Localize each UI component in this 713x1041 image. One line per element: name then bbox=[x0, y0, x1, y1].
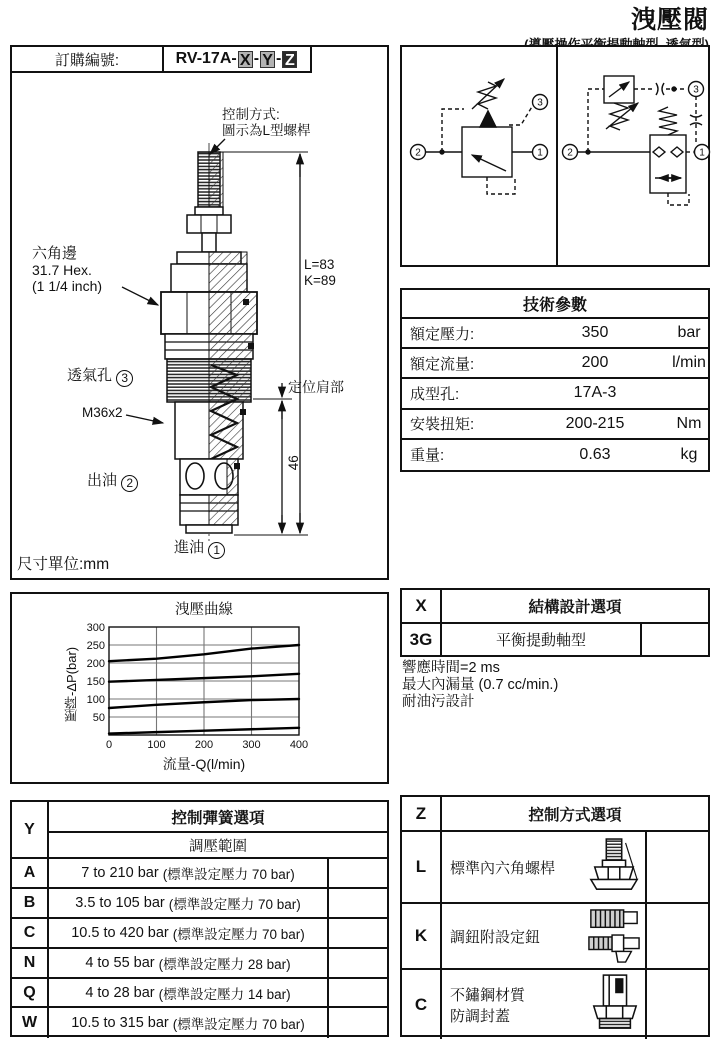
tech-label: 安裝扭矩: bbox=[410, 416, 475, 434]
hex-label-line2: 31.7 Hex. bbox=[32, 262, 92, 279]
y-row-desc bbox=[49, 859, 329, 889]
tech-unit: kg bbox=[680, 445, 698, 463]
y-std: (標準設定壓力 14 bar) bbox=[158, 986, 291, 1002]
simplified-symbol-diagram bbox=[402, 47, 556, 265]
control-type-label bbox=[222, 107, 311, 138]
tech-unit: l/min bbox=[672, 354, 706, 372]
hex-screw-icon bbox=[587, 836, 641, 898]
z-row-empty-cell bbox=[647, 832, 708, 904]
z-row-empty-cell bbox=[647, 904, 708, 970]
svg-text:300: 300 bbox=[86, 622, 105, 634]
table-row bbox=[402, 440, 708, 470]
tech-unit: Nm bbox=[676, 414, 702, 432]
z-row-label-line2: 防調封蓋 bbox=[450, 1007, 511, 1025]
simple-port-3: 3 bbox=[537, 97, 543, 109]
control-type-line1: 控制方式: bbox=[222, 107, 280, 122]
port-1-circle: 1 bbox=[208, 542, 225, 559]
y-row-code: A bbox=[12, 859, 49, 889]
z-row-code: K bbox=[402, 904, 442, 970]
vent-port-label bbox=[67, 367, 133, 387]
y-row-code: N bbox=[12, 949, 49, 979]
detail-port-1: 1 bbox=[699, 147, 705, 159]
tech-label: 成型孔: bbox=[410, 385, 460, 403]
inlet-port-label bbox=[174, 539, 225, 559]
detail-port-3: 3 bbox=[693, 84, 699, 96]
z-row-label bbox=[450, 984, 525, 1026]
x-row-empty-cell bbox=[642, 624, 708, 655]
z-row-desc bbox=[442, 832, 647, 904]
z-row-label: 調鈕附設定鈕 bbox=[450, 928, 541, 946]
y-std: (標準設定壓力 70 bar) bbox=[172, 1017, 305, 1033]
page-title: 洩壓閥 bbox=[630, 6, 709, 34]
y-row-desc bbox=[49, 1008, 329, 1038]
y-range: 3.5 to 105 bar bbox=[75, 894, 165, 911]
y-row-code: C bbox=[12, 919, 49, 949]
y-row-empty-cell bbox=[329, 949, 387, 979]
tech-value: 0.63 bbox=[579, 445, 611, 463]
svg-text:100: 100 bbox=[86, 694, 105, 706]
z-row-label: 標準內六角螺桿 bbox=[450, 859, 556, 877]
z-code-cell: Z bbox=[402, 797, 442, 832]
note-line: 響應時間=2 ms bbox=[402, 660, 500, 676]
vent-label-text: 透氣孔 bbox=[67, 367, 113, 384]
tech-label: 重量: bbox=[410, 447, 445, 465]
note-line: 最大內漏量 (0.7 cc/min.) bbox=[402, 677, 559, 693]
table-row bbox=[402, 379, 708, 409]
spring-option-table bbox=[10, 800, 389, 1037]
hex-label-line1: 六角邊 bbox=[32, 245, 78, 262]
tech-value: 200 bbox=[581, 354, 609, 372]
inlet-label-text: 進油 bbox=[174, 539, 205, 556]
port-3-circle: 3 bbox=[116, 370, 133, 387]
order-code-x: X bbox=[238, 51, 253, 68]
table-row bbox=[402, 349, 708, 379]
y-row-desc bbox=[49, 979, 329, 1009]
y-range: 4 to 28 bar bbox=[85, 984, 155, 1001]
y-row-desc bbox=[49, 889, 329, 919]
svg-text:200: 200 bbox=[86, 658, 105, 670]
tech-params-table bbox=[400, 288, 710, 472]
y-std: (標準設定壓力 70 bar) bbox=[172, 926, 305, 942]
dim-46-value: 46 bbox=[285, 455, 301, 471]
y-row-empty-cell bbox=[329, 889, 387, 919]
simple-port-2: 2 bbox=[415, 147, 421, 159]
outlet-port-label bbox=[87, 472, 138, 492]
y-range: 7 to 210 bar bbox=[81, 864, 159, 881]
unit-note: 尺寸單位:mm bbox=[17, 556, 110, 573]
order-number-code bbox=[164, 47, 312, 73]
y-row-desc bbox=[49, 919, 329, 949]
port-2-circle: 2 bbox=[121, 475, 138, 492]
y-row-empty-cell bbox=[329, 859, 387, 889]
tech-value: 200-215 bbox=[565, 414, 625, 432]
order-code-sep1: - bbox=[253, 50, 260, 67]
z-table-title: 控制方式選項 bbox=[442, 797, 708, 832]
hex-label-line3: (1 1/4 inch) bbox=[32, 278, 103, 295]
y-std: (標準設定壓力 70 bar) bbox=[162, 866, 295, 882]
svg-text:300: 300 bbox=[242, 739, 261, 751]
z-row-desc bbox=[442, 904, 647, 970]
y-row-empty-cell bbox=[329, 1008, 387, 1038]
thread-spec-label: M36x2 bbox=[82, 405, 123, 420]
x-table-title: 結構設計選項 bbox=[528, 599, 622, 616]
tech-label: 額定壓力: bbox=[410, 325, 475, 343]
z-row-code: C bbox=[402, 970, 442, 1039]
table-row bbox=[402, 410, 708, 440]
y-row-code: W bbox=[12, 1008, 49, 1038]
z-row-label-line1: 不鏽鋼材質 bbox=[450, 986, 526, 1004]
chart-ylabel: 壓降-ΔP(bar) bbox=[64, 646, 79, 722]
dim-lk-label bbox=[304, 257, 336, 288]
tech-unit: bar bbox=[677, 324, 701, 342]
svg-text:400: 400 bbox=[289, 739, 309, 751]
z-row-empty-cell bbox=[647, 970, 708, 1039]
order-code-sep2: - bbox=[276, 50, 282, 67]
y-range: 10.5 to 420 bar bbox=[71, 924, 169, 941]
outlet-label-text: 出油 bbox=[87, 472, 118, 489]
y-range: 4 to 55 bar bbox=[85, 954, 155, 971]
svg-text:250: 250 bbox=[86, 640, 105, 652]
tech-label: 額定流量: bbox=[410, 355, 475, 373]
table-row bbox=[402, 319, 708, 349]
order-number-label: 訂購編號: bbox=[12, 47, 164, 73]
y-row-desc bbox=[49, 949, 329, 979]
relief-curve-chart bbox=[10, 592, 389, 784]
order-code-y: Y bbox=[260, 51, 275, 68]
structure-option-table bbox=[400, 588, 710, 657]
detail-port-2: 2 bbox=[567, 147, 573, 159]
y-row-code: B bbox=[12, 889, 49, 919]
tech-value: 17A-3 bbox=[573, 384, 617, 402]
tech-params-title: 技術參數 bbox=[402, 290, 708, 319]
dim-l-value: L=83 bbox=[304, 257, 335, 272]
chart-xlabel: 流量-Q(l/min) bbox=[162, 756, 246, 772]
svg-text:100: 100 bbox=[147, 739, 166, 751]
y-std: (標準設定壓力 28 bar) bbox=[158, 956, 291, 972]
control-option-table bbox=[400, 795, 710, 1037]
z-row-code: L bbox=[402, 832, 442, 904]
note-line: 耐油污設計 bbox=[402, 694, 475, 710]
x-row-code: 3G bbox=[402, 624, 442, 655]
hydraulic-symbols-panel bbox=[400, 45, 710, 267]
y-row-code: Q bbox=[12, 979, 49, 1009]
control-type-line2: 圖示為L型螺桿 bbox=[222, 122, 311, 138]
x-code-cell: X bbox=[402, 590, 442, 622]
order-code-z: Z bbox=[282, 51, 297, 68]
chart-title: 洩壓曲線 bbox=[175, 602, 233, 618]
hex-size-label bbox=[32, 245, 102, 294]
y-table-title: 控制彈簧選項 bbox=[49, 802, 387, 833]
svg-text:50: 50 bbox=[92, 712, 105, 724]
drawing-panel bbox=[10, 45, 389, 580]
y-row-empty-cell bbox=[329, 979, 387, 1009]
tamper-cap-icon bbox=[587, 973, 641, 1037]
z-row-desc bbox=[442, 970, 647, 1039]
y-table-subtitle: 調壓範圍 bbox=[49, 833, 387, 859]
simple-port-1: 1 bbox=[537, 147, 543, 159]
svg-text:0: 0 bbox=[105, 739, 113, 751]
knob-icon bbox=[587, 905, 641, 967]
order-code-prefix: RV-17A- bbox=[175, 50, 237, 67]
design-notes bbox=[402, 660, 558, 711]
y-std: (標準設定壓力 70 bar) bbox=[168, 896, 301, 912]
y-row-empty-cell bbox=[329, 919, 387, 949]
shoulder-label: 定位肩部 bbox=[288, 379, 344, 395]
valve-section-drawing bbox=[12, 47, 391, 578]
svg-text:200: 200 bbox=[194, 739, 214, 751]
tech-value: 350 bbox=[581, 324, 609, 342]
chart-plot-area bbox=[12, 594, 387, 782]
y-code-cell: Y bbox=[12, 802, 49, 859]
dim-k-value: K=89 bbox=[304, 272, 336, 288]
detailed-symbol-diagram bbox=[558, 47, 712, 265]
svg-text:150: 150 bbox=[86, 676, 105, 688]
y-range: 10.5 to 315 bar bbox=[71, 1015, 169, 1032]
x-row-label: 平衡提動軸型 bbox=[442, 624, 642, 655]
